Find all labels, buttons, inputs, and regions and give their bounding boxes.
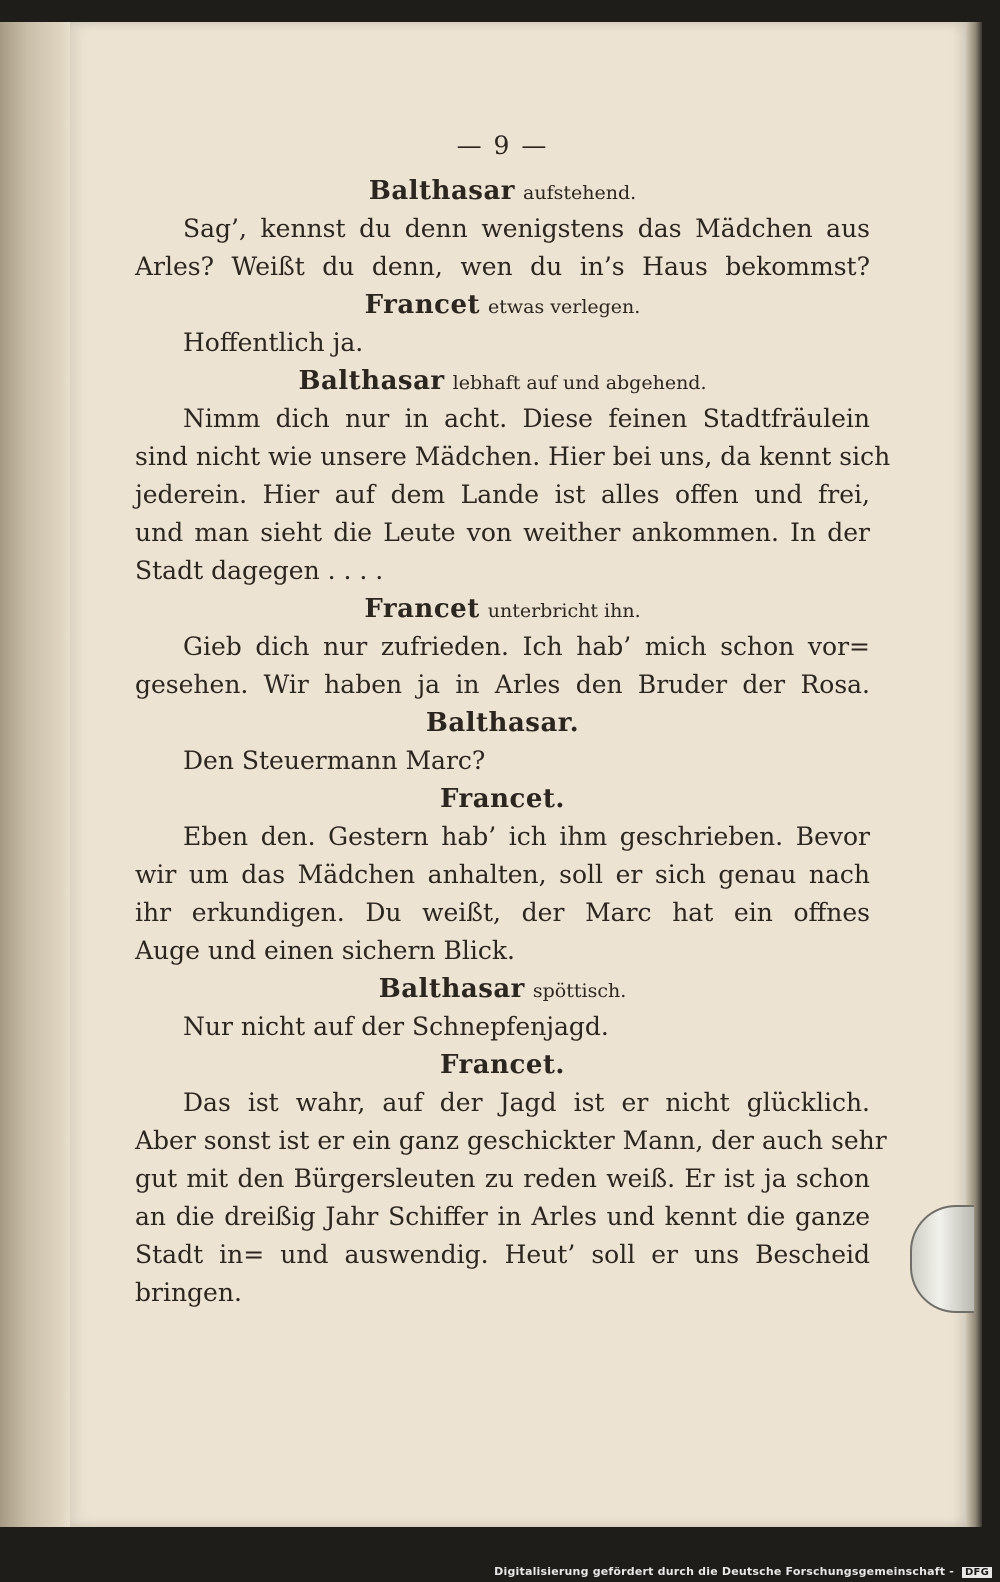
text-line: gut mit den Bürgersleuten zu reden weiß. Er ist ja schon bbox=[135, 1164, 870, 1193]
speaker-name: Francet bbox=[364, 290, 480, 320]
speaker-heading bbox=[135, 590, 870, 628]
text-blocks bbox=[135, 172, 891, 1312]
text-line: Nur nicht auf der Schnepfenjagd. bbox=[183, 1012, 609, 1041]
speaker-name: Francet. bbox=[440, 1050, 565, 1080]
text-line: Auge und einen sichern Blick. bbox=[135, 936, 515, 965]
stage-direction: lebhaft auf und abgehend. bbox=[452, 372, 707, 394]
speaker-heading bbox=[135, 1046, 870, 1084]
book-spine-left bbox=[0, 22, 70, 1527]
speaker-heading bbox=[135, 780, 870, 818]
text-line: Gieb dich nur zufrieden. Ich hab’ mich schon vor= bbox=[183, 632, 870, 661]
speaker-name: Balthasar bbox=[368, 176, 515, 206]
text-line: Stadt dagegen . . . . bbox=[135, 556, 384, 585]
dfg-footer bbox=[494, 1565, 992, 1578]
page-number: — 9 — bbox=[456, 131, 549, 160]
text-line: bringen. bbox=[135, 1278, 242, 1307]
text-line: und man sieht die Leute von weither ankommen. In der bbox=[135, 518, 870, 547]
speaker-name: Francet. bbox=[440, 784, 565, 814]
stage-direction: spöttisch. bbox=[532, 980, 627, 1002]
page-text bbox=[135, 120, 891, 1312]
speaker-heading bbox=[135, 704, 870, 742]
text-line: Den Steuermann Marc? bbox=[183, 746, 486, 775]
speaker-heading bbox=[135, 286, 870, 324]
text-line: Hoffentlich ja. bbox=[183, 328, 364, 357]
text-line: Das ist wahr, auf der Jagd ist er nicht glücklich. bbox=[183, 1088, 870, 1117]
text-line: sind nicht wie unsere Mädchen. Hier bei uns, da kennt sich bbox=[135, 442, 891, 471]
stage-direction: aufstehend. bbox=[523, 182, 637, 204]
text-line: an die dreißig Jahr Schiffer in Arles und kennt die ganze bbox=[135, 1202, 870, 1231]
text-line: wir um das Mädchen anhalten, soll er sich genau nach bbox=[135, 860, 870, 889]
text-line: Nimm dich nur in acht. Diese feinen Stadtfräulein bbox=[183, 404, 870, 433]
text-line: Sag’, kennst du denn wenigstens das Mädchen aus bbox=[183, 214, 870, 243]
text-line: Stadt in= und auswendig. Heut’ soll er uns Bescheid bbox=[135, 1240, 870, 1269]
text-line: ihr erkundigen. Du weißt, der Marc hat ein offnes bbox=[135, 898, 870, 927]
text-line: Arles? Weißt du denn, wen du in’s Haus bekommst? bbox=[135, 252, 870, 281]
text-line: jederein. Hier auf dem Lande ist alles offen und frei, bbox=[135, 480, 870, 509]
speaker-heading bbox=[135, 172, 870, 210]
stage-direction: unterbricht ihn. bbox=[487, 600, 641, 622]
speaker-heading bbox=[135, 362, 870, 400]
speaker-heading bbox=[135, 970, 870, 1008]
text-line: Eben den. Gestern hab’ ich ihm geschrieben. Bevor bbox=[183, 822, 870, 851]
dfg-logo: DFG bbox=[962, 1567, 992, 1578]
stage-direction: etwas verlegen. bbox=[488, 296, 641, 318]
footer-text: Digitalisierung gefördert durch die Deutsche Forschungsgemeinschaft - bbox=[494, 1565, 955, 1578]
speaker-name: Balthasar. bbox=[425, 708, 580, 738]
text-line: Aber sonst ist er ein ganz geschickter Mann, der auch sehr bbox=[135, 1126, 887, 1155]
text-line: gesehen. Wir haben ja in Arles den Bruder der Rosa. bbox=[135, 670, 870, 699]
speaker-name: Balthasar bbox=[378, 974, 525, 1004]
speaker-name: Francet bbox=[364, 594, 480, 624]
speaker-name: Balthasar bbox=[298, 366, 445, 396]
